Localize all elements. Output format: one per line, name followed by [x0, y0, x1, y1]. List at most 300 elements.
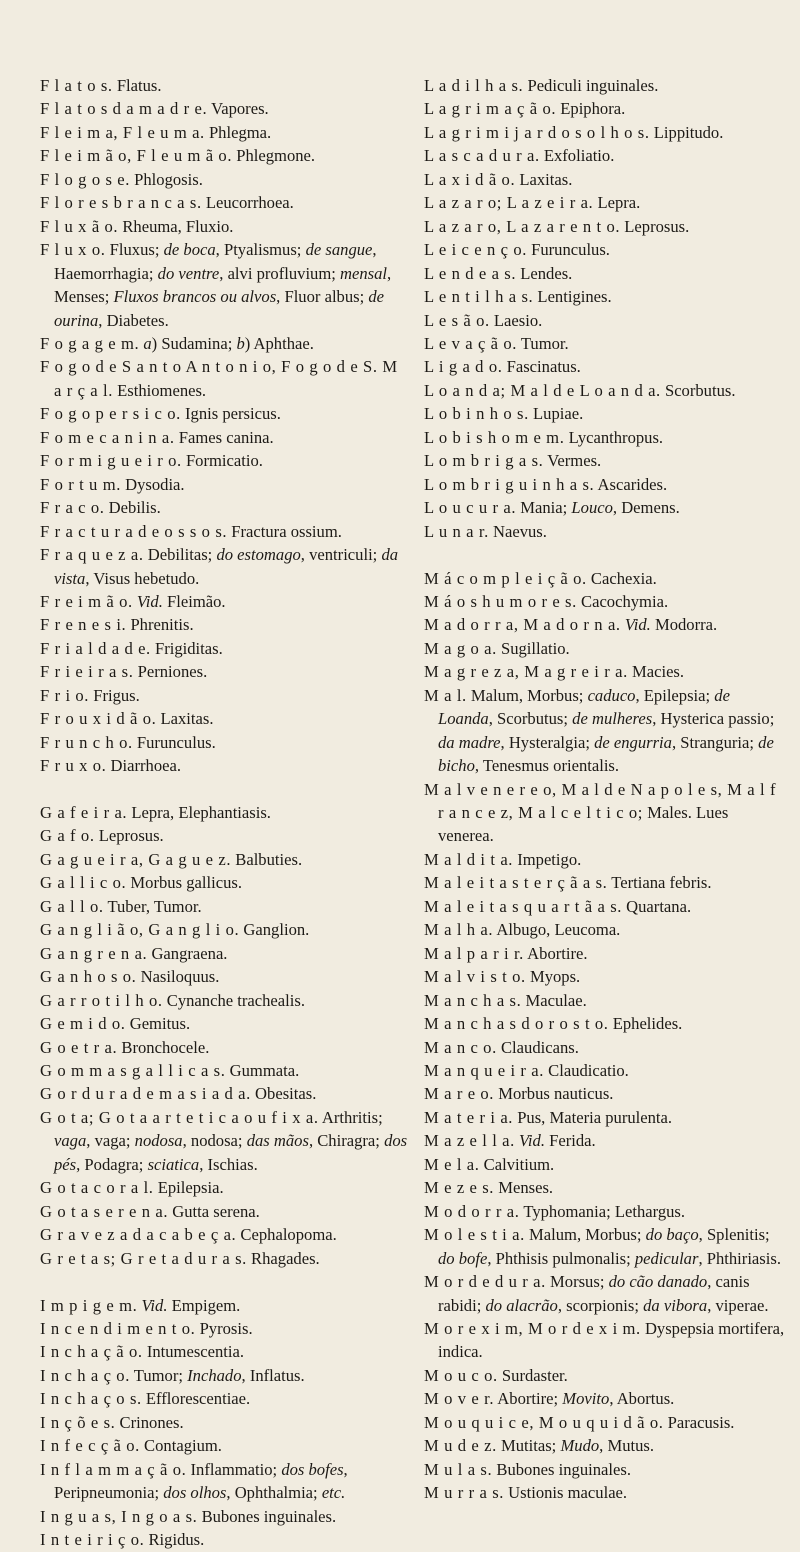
translation: Intumescentia. — [142, 1342, 245, 1362]
headword: F o g o p e r s i c o. — [40, 404, 181, 424]
translation: Albugo, Leucoma. — [493, 920, 621, 940]
headword: G a g u e i r a, G a g u e z. — [40, 849, 232, 869]
translation: Fascinatus. — [502, 357, 581, 377]
dictionary-entry — [40, 74, 408, 97]
headword: F o r t u m. — [40, 474, 121, 494]
translation: Lippitudo. — [649, 122, 724, 142]
translation: Leprosus. — [620, 216, 690, 236]
headword: M o l e s t i a. — [424, 1225, 525, 1245]
headword: M a l e i t a s t e r ç ã a s. — [424, 873, 608, 893]
dictionary-entry — [40, 1176, 408, 1199]
translation: Fames canina. — [174, 427, 274, 447]
dictionary-entry — [424, 590, 786, 613]
headword: L a g r i m i j a r d o s o l h o s. — [424, 122, 650, 142]
translation: Scorbutus. — [660, 380, 736, 400]
translation: Epiphora. — [556, 99, 626, 119]
italic-term: Mudo — [560, 1436, 600, 1456]
headword: M u r r a s. — [424, 1483, 505, 1503]
dictionary-entry — [424, 637, 786, 660]
headword: L o u c u r a. — [424, 498, 517, 518]
headword: F l e i m a, F l e u m a. — [40, 122, 205, 142]
dictionary-entry — [40, 613, 408, 636]
translation: Laxitas. — [156, 709, 214, 729]
section-gap — [40, 778, 408, 801]
headword: I n c e n d i m e n t o. — [40, 1318, 196, 1338]
headword: M o v e r. — [424, 1389, 495, 1409]
italic-term: das mãos — [246, 1131, 309, 1151]
italic-term: da vibora — [643, 1295, 708, 1315]
translation: Lentigines. — [533, 287, 612, 307]
translation: Cacochymia. — [576, 591, 669, 611]
translation: , ventriculi; — [300, 545, 382, 565]
translation: Impetigo. — [513, 849, 582, 869]
translation: Typhomania; Lethargus. — [519, 1201, 686, 1221]
dictionary-entry — [40, 1223, 408, 1246]
dictionary-entry — [424, 1481, 786, 1504]
italic-term: Movito — [562, 1389, 610, 1409]
translation: , viperae. — [707, 1295, 769, 1315]
headword: I n ç õ e s. — [40, 1412, 116, 1432]
headword: L e v a ç ã o. — [424, 333, 518, 353]
translation: Tertiana febris. — [607, 873, 712, 893]
dictionary-entry — [40, 168, 408, 191]
italic-term: do alacrão — [485, 1295, 558, 1315]
headword: F l o g o s e. — [40, 169, 130, 189]
headword: M o u q u i c e, M o u q u i d ã o. — [424, 1412, 664, 1432]
translation: Pyrosis. — [195, 1318, 253, 1338]
translation: Rhagades. — [246, 1248, 320, 1268]
translation: Macies. — [627, 662, 685, 682]
headword: G a n g r e n a. — [40, 943, 148, 963]
translation: Phrenitis. — [126, 615, 194, 635]
translation: ) Aphthae. — [244, 333, 314, 353]
headword: F o r m i g u e i r o. — [40, 451, 182, 471]
dictionary-entry — [424, 1317, 786, 1364]
headword: M a l v i s t o. — [424, 967, 526, 987]
dictionary-entry — [424, 1176, 786, 1199]
headword: F r o u x i d ã o. — [40, 709, 157, 729]
right-column — [424, 74, 786, 1552]
dictionary-entry — [424, 1129, 786, 1152]
italic-term: Vid. — [519, 1131, 545, 1151]
dictionary-entry — [40, 1106, 408, 1176]
dictionary-entry — [40, 1340, 408, 1363]
italic-term: do cão danado — [608, 1272, 708, 1292]
translation: Lupiae. — [528, 404, 584, 424]
translation: Paracusis. — [663, 1412, 735, 1432]
headword: G a n h o s o. — [40, 967, 137, 987]
dictionary-entry — [424, 965, 786, 988]
headword: L o b i n h o s. — [424, 404, 529, 424]
headword: I n g u a s, I n g o a s. — [40, 1506, 198, 1526]
left-column — [40, 74, 408, 1552]
headword: M a g o a. — [424, 638, 497, 658]
dictionary-entry — [40, 660, 408, 683]
dictionary-entry — [40, 1505, 408, 1528]
dictionary-entry — [40, 824, 408, 847]
dictionary-entry — [424, 379, 786, 402]
italic-term: do ventre — [157, 263, 220, 283]
headword: M á o s h u m o r e s. — [424, 591, 577, 611]
translation: , Tenesmus orientalis. — [474, 756, 620, 776]
dictionary-entry — [424, 848, 786, 871]
headword: G r e t a s; G r e t a d u r a s. — [40, 1248, 247, 1268]
headword: L a s c a d u r a. — [424, 146, 540, 166]
italic-term: de boca — [163, 240, 216, 260]
dictionary-entry — [424, 1153, 786, 1176]
dictionary-entry — [40, 942, 408, 965]
dictionary-entry — [40, 848, 408, 871]
translation: Laesio. — [489, 310, 543, 330]
translation: Lepra. — [593, 193, 641, 213]
translation: , Podagra; — [76, 1154, 148, 1174]
dictionary-entry — [40, 1036, 408, 1059]
dictionary-entry — [40, 1411, 408, 1434]
dictionary-entry — [40, 1012, 408, 1035]
headword: M a n c o. — [424, 1037, 497, 1057]
dictionary-entry — [40, 1434, 408, 1457]
headword: G o t a; G o t a a r t e t i c a o u f i x a. — [40, 1107, 319, 1127]
dictionary-entry — [40, 801, 408, 824]
dictionary-entry — [424, 262, 786, 285]
headword: F r e i m ã o. — [40, 591, 133, 611]
headword: L u n a r. — [424, 521, 489, 541]
headword: I n f l a m m a ç ã o. — [40, 1459, 187, 1479]
dictionary-entry — [424, 121, 786, 144]
headword: M á c o m p l e i ç ã o. — [424, 568, 587, 588]
headword: F r e n e s i. — [40, 615, 127, 635]
translation: Tumor. — [517, 333, 569, 353]
headword: F r u x o. — [40, 756, 107, 776]
headword: L o a n d a; M a l d e L o a n d a. — [424, 380, 661, 400]
translation: Tumor; — [129, 1365, 188, 1385]
translation: Gemitus. — [125, 1014, 191, 1034]
italic-term: Vid. — [136, 591, 163, 611]
italic-term: de ourina — [54, 287, 385, 330]
italic-term: Inchado — [187, 1365, 242, 1385]
section-gap — [40, 1270, 408, 1293]
dictionary-entry — [424, 332, 786, 355]
dictionary-entry — [40, 426, 408, 449]
translation: , vaga; — [86, 1131, 135, 1151]
italic-term: nodosa — [134, 1131, 183, 1151]
dictionary-entry — [40, 1247, 408, 1270]
translation: , Hysteralgia; — [500, 732, 595, 752]
dictionary-entry — [40, 637, 408, 660]
translation: Lendes. — [516, 263, 573, 283]
headword: F o g o d e S a n t o A n t o n i o, F o g o d e S. M a r ç a l. — [40, 357, 398, 400]
dictionary-entry — [40, 97, 408, 120]
dictionary-entry — [424, 1012, 786, 1035]
headword: G o t a s e r e n a. — [40, 1201, 169, 1221]
headword: G a f o. — [40, 826, 95, 846]
dictionary-entry — [424, 613, 786, 636]
translation: , Stranguria; — [671, 732, 759, 752]
translation: Pus, Materia purulenta. — [513, 1107, 673, 1127]
dictionary-entry — [40, 684, 408, 707]
translation: Phlogosis. — [130, 169, 203, 189]
dictionary-entry — [424, 567, 786, 590]
italic-term: do estomago — [216, 545, 301, 565]
headword: M o u c o. — [424, 1365, 498, 1385]
headword: F r a c o. — [40, 498, 105, 518]
translation: , Ophthalmia; — [226, 1483, 322, 1503]
dictionary-entry — [424, 426, 786, 449]
translation: Menses. — [494, 1178, 554, 1198]
headword: L e s ã o. — [424, 310, 490, 330]
italic-term: a — [143, 333, 152, 353]
translation: Cachexia. — [586, 568, 657, 588]
dictionary-entry — [40, 895, 408, 918]
headword: M a g r e z a, M a g r e i r a. — [424, 662, 628, 682]
translation: , Visus hebetudo. — [85, 568, 200, 588]
headword: L e n t i l h a s. — [424, 287, 534, 307]
italic-term: dos pés — [54, 1131, 408, 1174]
dictionary-entry — [424, 191, 786, 214]
translation: , Phthiriasis. — [698, 1248, 781, 1268]
dictionary-entry — [424, 1270, 786, 1317]
translation: , nodosa; — [182, 1131, 247, 1151]
translation: Vapores. — [207, 99, 269, 119]
italic-term: dos bofes — [281, 1459, 344, 1479]
dictionary-entry — [424, 1036, 786, 1059]
translation: Leprosus. — [94, 826, 164, 846]
translation: , Abortus. — [609, 1389, 675, 1409]
italic-term: de engurria — [594, 732, 672, 752]
dictionary-entry — [424, 1411, 786, 1434]
dictionary-entry — [424, 1387, 786, 1410]
translation: , Ischias. — [199, 1154, 258, 1174]
dictionary-entry — [424, 144, 786, 167]
dictionary-entry — [424, 895, 786, 918]
dictionary-entry — [40, 121, 408, 144]
translation: Morbus nauticus. — [494, 1084, 614, 1104]
translation: , Ptyalismus; — [215, 240, 306, 260]
italic-term: do baço — [645, 1225, 699, 1245]
dictionary-entry — [424, 449, 786, 472]
two-column-layout — [40, 74, 786, 1552]
italic-term: sciatica — [147, 1154, 200, 1174]
translation: Frigus. — [89, 685, 140, 705]
translation: Morsus; — [545, 1272, 609, 1292]
translation: Phlegmone. — [232, 146, 316, 166]
dictionary-entry — [424, 74, 786, 97]
headword: F o g a g e m. — [40, 333, 140, 353]
dictionary-entry — [40, 215, 408, 238]
headword: L a x i d ã o. — [424, 169, 516, 189]
headword: F r a c t u r a d e o s s o s. — [40, 521, 228, 541]
headword: I n c h a ç o s. — [40, 1389, 142, 1409]
dictionary-entry — [40, 1082, 408, 1105]
dictionary-entry — [40, 402, 408, 425]
headword: M a r e o. — [424, 1084, 495, 1104]
translation: Abortire; — [494, 1389, 563, 1409]
headword: G a l l i c o. — [40, 873, 127, 893]
translation: Nasiloquus. — [136, 967, 220, 987]
dictionary-entry — [424, 285, 786, 308]
translation: Arthritis; — [318, 1107, 383, 1127]
headword: M a n c h a s. — [424, 990, 522, 1010]
translation: Malum, Morbus; — [524, 1225, 646, 1245]
translation: Perniones. — [133, 662, 208, 682]
dictionary-entry — [40, 1387, 408, 1410]
translation: Leucorrhoea. — [201, 193, 294, 213]
italic-term: da vista — [54, 545, 399, 588]
headword: I m p i g e m. — [40, 1295, 138, 1315]
italic-term: etc. — [321, 1483, 346, 1503]
headword: M a l e i t a s q u a r t ã a s. — [424, 896, 622, 916]
translation: Lycanthropus. — [564, 427, 664, 447]
headword: G a n g l i ã o, G a n g l i o. — [40, 920, 240, 940]
translation: Phlegma. — [204, 122, 272, 142]
dictionary-entry — [40, 473, 408, 496]
translation: Vermes. — [543, 451, 602, 471]
italic-term: de mulheres — [572, 709, 653, 729]
translation: Debilis. — [104, 498, 161, 518]
translation: Dyspepsia mortifera, indica. — [438, 1319, 785, 1362]
dictionary-entry — [424, 402, 786, 425]
headword: L o b i s h o m e m. — [424, 427, 565, 447]
translation: Diarrhoea. — [106, 756, 182, 776]
headword: M a z e l l a. — [424, 1131, 515, 1151]
dictionary-entry — [424, 496, 786, 519]
translation: , Demens. — [612, 498, 680, 518]
translation: Fleimão. — [162, 591, 226, 611]
translation: Rheuma, Fluxio. — [118, 216, 234, 236]
translation: Ascarides. — [594, 474, 668, 494]
headword: I n c h a ç ã o. — [40, 1342, 143, 1362]
dictionary-entry — [40, 1200, 408, 1223]
translation: Contagium. — [139, 1436, 222, 1456]
dictionary-entry — [424, 1364, 786, 1387]
headword: M o d o r r a. — [424, 1201, 520, 1221]
translation: Esthiomenes. — [112, 380, 207, 400]
headword: M o r e x i m, M o r d e x i m. — [424, 1319, 641, 1338]
headword: I n c h a ç o. — [40, 1365, 130, 1385]
translation: Tuber, Tumor. — [103, 896, 202, 916]
translation: , Splenitis; — [698, 1225, 770, 1245]
translation: Mutitas; — [496, 1436, 561, 1456]
headword: M a l. — [424, 685, 467, 705]
translation: Efflorescentiae. — [141, 1389, 251, 1409]
headword: F r i o. — [40, 685, 90, 705]
dictionary-entry — [40, 1059, 408, 1082]
dictionary-entry — [40, 918, 408, 941]
headword: F l e i m ã o, F l e u m ã o. — [40, 146, 233, 166]
headword: F r u n c h o. — [40, 732, 133, 752]
headword: L e n d e a s. — [424, 263, 517, 283]
headword: M e z e s. — [424, 1178, 495, 1198]
italic-term: Fluxos brancos ou alvos — [113, 287, 277, 307]
translation: Bronchocele. — [117, 1037, 210, 1057]
headword: M u d e z. — [424, 1436, 497, 1456]
translation: Modorra. — [650, 615, 718, 635]
translation: Fluxus; — [105, 240, 164, 260]
headword: F r a q u e z a. — [40, 545, 144, 565]
translation: , Peripneumonia; — [54, 1459, 348, 1503]
translation: Gummata. — [225, 1061, 300, 1081]
dictionary-entry — [40, 543, 408, 590]
headword: M a n q u e i r a. — [424, 1061, 545, 1081]
dictionary-entry — [424, 215, 786, 238]
dictionary-entry — [40, 332, 408, 355]
translation: , canis rabidi; — [438, 1272, 750, 1315]
translation: Claudicatio. — [544, 1061, 629, 1081]
headword: L a g r i m a ç ã o. — [424, 99, 557, 119]
dictionary-entry — [40, 707, 408, 730]
headword: G o t a c o r a l. — [40, 1178, 154, 1198]
headword: F l u x ã o. — [40, 216, 119, 236]
dictionary-entry — [424, 309, 786, 332]
translation: Males. Lues venerea. — [438, 803, 729, 846]
translation: Ganglion. — [239, 920, 310, 940]
italic-term: de bicho — [438, 732, 774, 776]
translation: Maculae. — [521, 990, 587, 1010]
headword: G o m m a s g a l l i c a s. — [40, 1061, 226, 1081]
headword: G o r d u r a d e m a s i a d a. — [40, 1084, 251, 1104]
dictionary-entry — [424, 778, 786, 848]
headword: M a d o r r a, M a d o r n a. — [424, 615, 621, 635]
translation: Naevus. — [488, 521, 547, 541]
translation: Dysodia. — [120, 474, 185, 494]
headword: M a l d i t a. — [424, 849, 514, 869]
headword: L o m b r i g u i n h a s. — [424, 474, 595, 494]
translation: Morbus gallicus. — [126, 873, 242, 893]
dictionary-entry — [40, 496, 408, 519]
dictionary-entry — [40, 520, 408, 543]
dictionary-entry — [40, 449, 408, 472]
headword: L i g a d o. — [424, 357, 503, 377]
translation: Bubones inguinales. — [197, 1506, 337, 1526]
headword: F o m e c a n i n a. — [40, 427, 175, 447]
italic-term: Vid. — [141, 1295, 168, 1315]
translation: Bubones inguinales. — [492, 1459, 631, 1479]
translation: , Mutus. — [599, 1436, 655, 1456]
translation: Ignis persicus. — [180, 404, 281, 424]
dictionary-entry — [424, 1082, 786, 1105]
translation: Obesitas. — [250, 1084, 317, 1104]
translation: Abortire. — [523, 943, 588, 963]
headword: G r a v e z a d a c a b e ç a. — [40, 1225, 237, 1245]
translation: Empigem. — [167, 1295, 241, 1315]
dictionary-entry — [40, 965, 408, 988]
headword: M a l p a r i r. — [424, 943, 524, 963]
translation: Calvitium. — [479, 1154, 555, 1174]
headword: L e i c e n ç o. — [424, 240, 527, 260]
italic-term: vaga — [54, 1131, 87, 1151]
translation: Gangraena. — [147, 943, 228, 963]
translation: Flatus. — [112, 76, 162, 95]
translation: Ferida. — [545, 1131, 596, 1151]
headword: I n t e i r i ç o. — [40, 1530, 145, 1550]
headword: G o e t r a. — [40, 1037, 118, 1057]
headword: M e l a. — [424, 1154, 480, 1174]
headword: M a l v e n e r e o, M a l d e N a p o l e s, M a l f r a n c e z, M a l c e l t i c o; — [424, 779, 777, 823]
translation: ) Sudamina; — [151, 333, 237, 353]
italic-term: dos olhos — [163, 1483, 227, 1503]
dictionary-entry — [40, 1458, 408, 1505]
translation: , Hysterica passio; — [652, 709, 775, 729]
headword: F l a t o s. — [40, 76, 113, 95]
headword: L a z a r o; L a z e i r a. — [424, 193, 594, 213]
translation: Ephelides. — [608, 1014, 683, 1034]
dictionary-entry — [40, 1294, 408, 1317]
dictionary-entry — [424, 1223, 786, 1270]
translation: Frigiditas. — [150, 638, 223, 658]
dictionary-entry — [424, 1106, 786, 1129]
dictionary-entry — [424, 97, 786, 120]
dictionary-entry — [40, 238, 408, 332]
